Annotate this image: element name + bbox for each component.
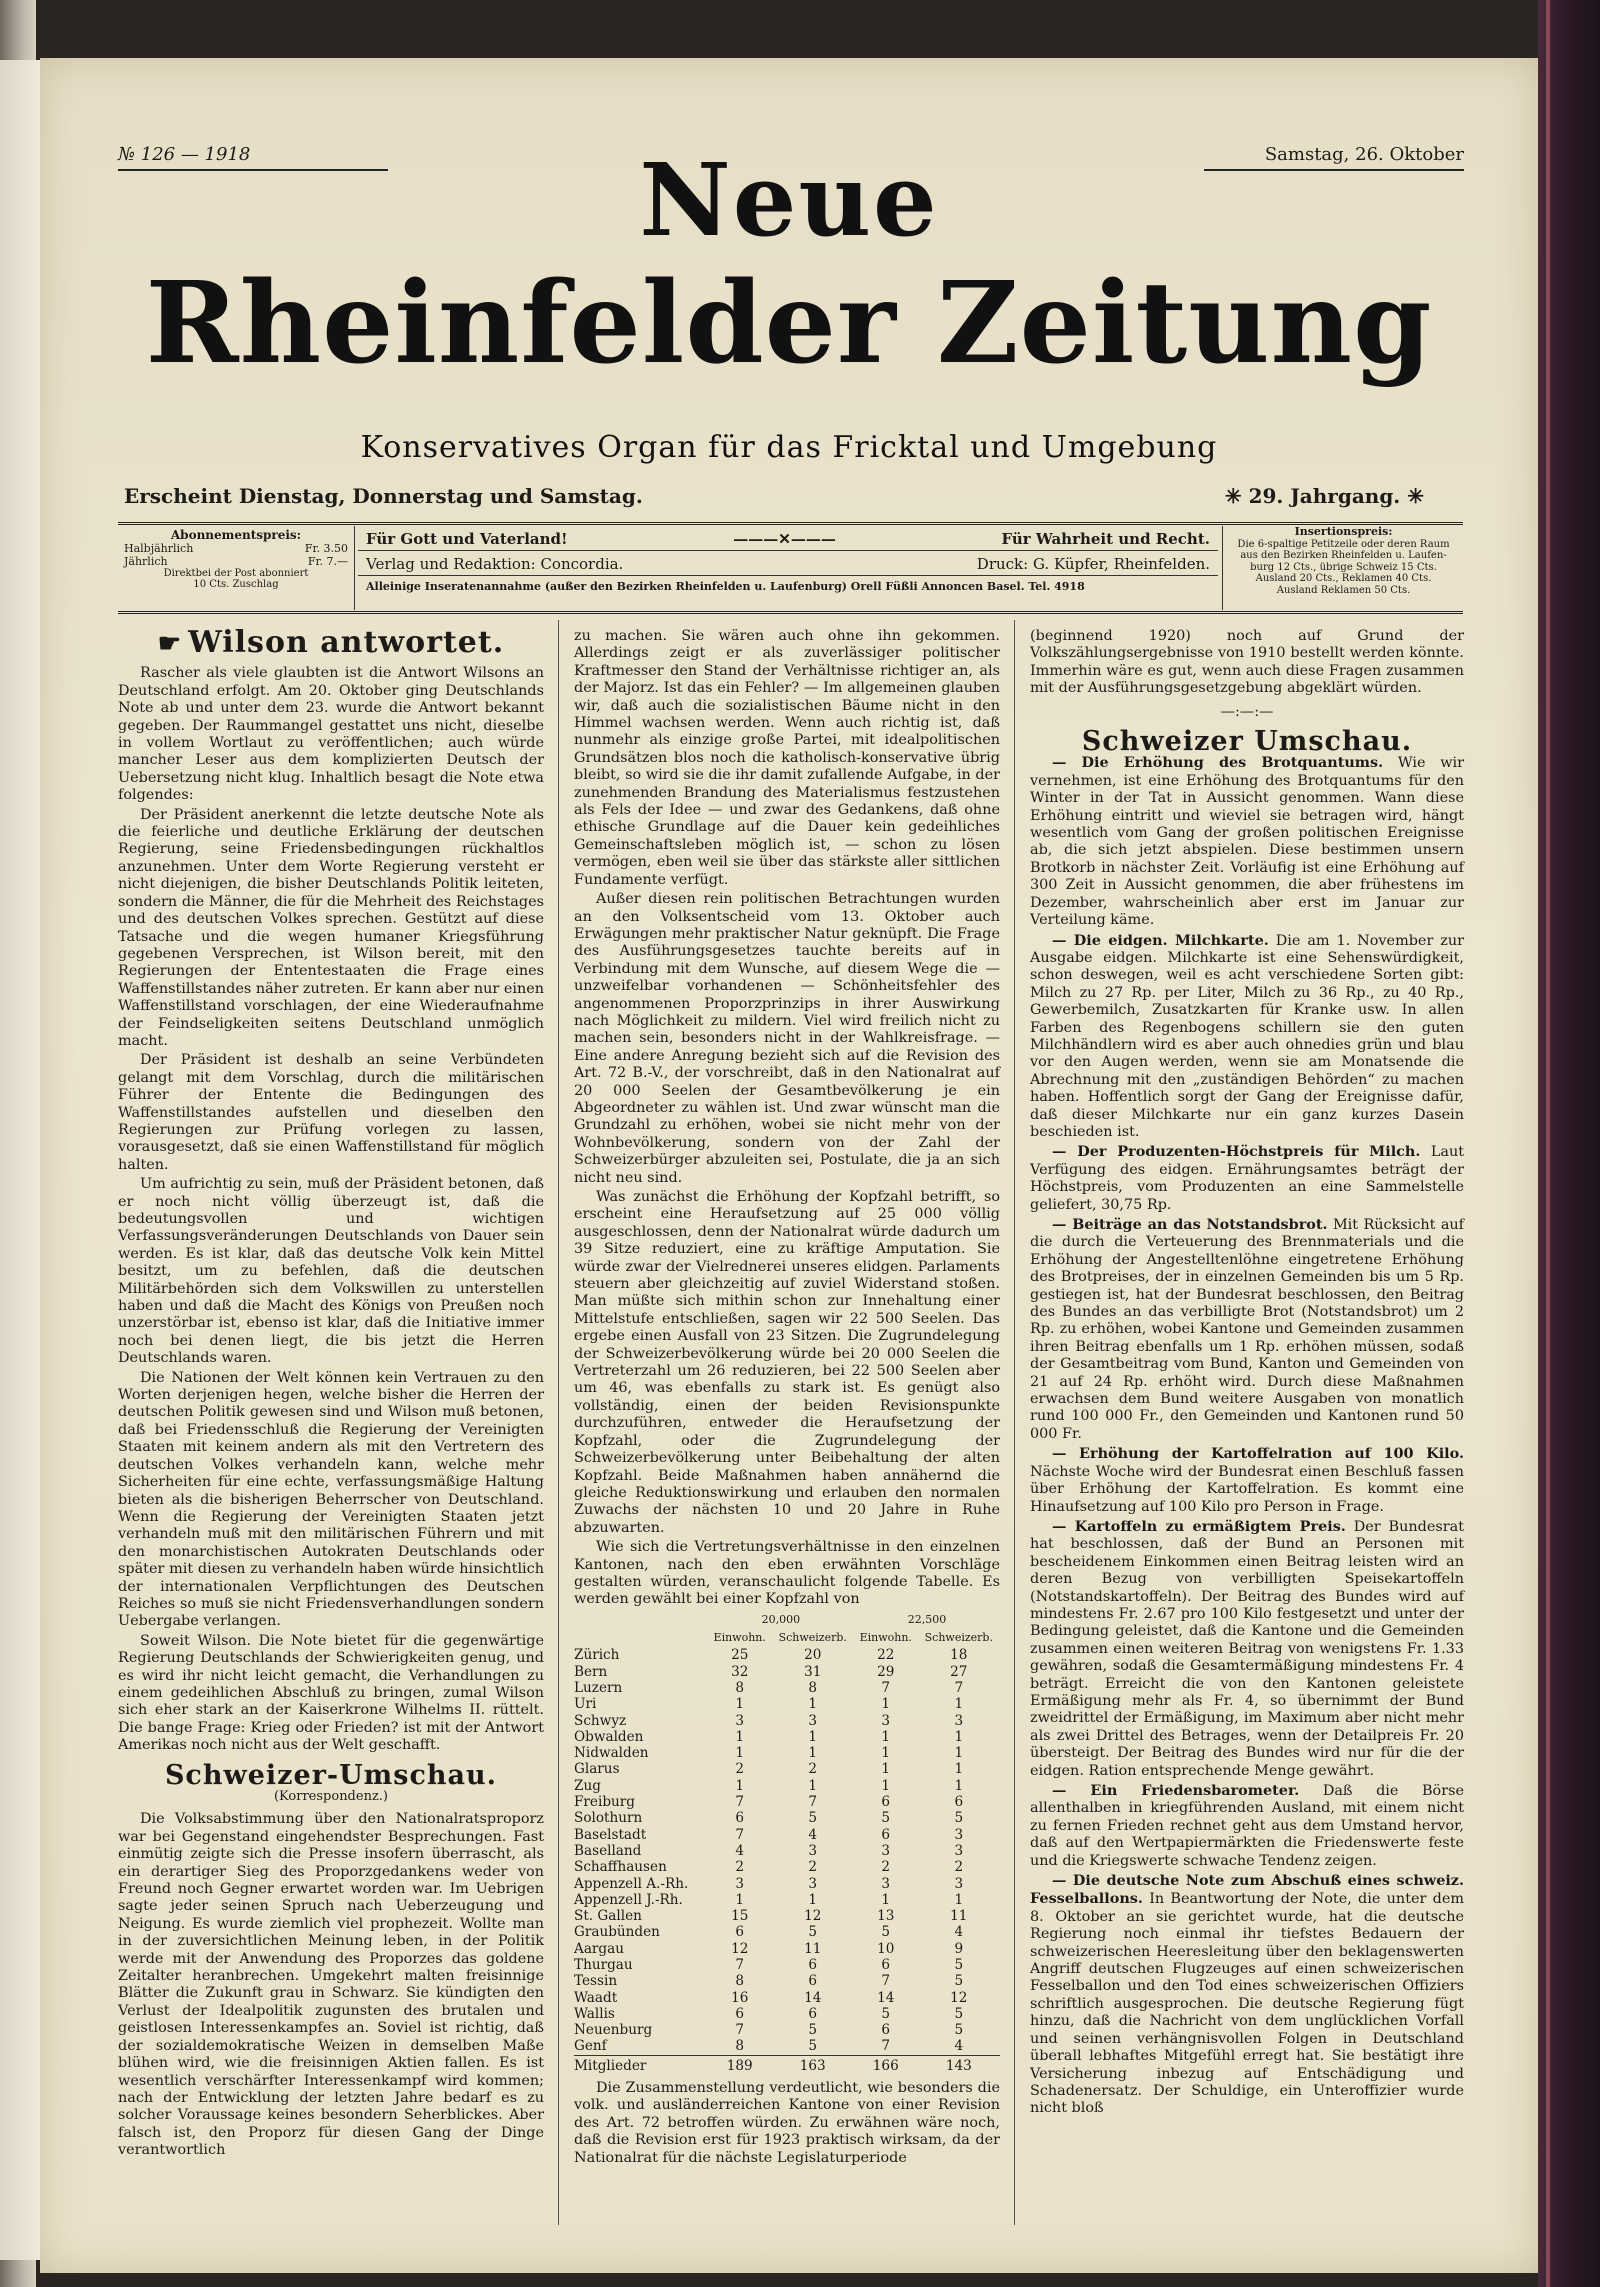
- table-cell: Zürich: [574, 1647, 620, 1664]
- book-spine: [1538, 0, 1600, 2287]
- subscription-value: Fr. 3.50: [304, 542, 348, 555]
- table-cell: 8: [735, 1973, 745, 1990]
- table-cell: 1: [954, 1696, 964, 1713]
- table-cell: Nidwalden: [574, 1745, 649, 1762]
- table-row: [574, 1810, 1000, 1826]
- table-row: [574, 1990, 1000, 2006]
- publisher-row: [358, 551, 1218, 576]
- table-cell: Glarus: [574, 1761, 620, 1778]
- table-cell: 1: [954, 1777, 964, 1794]
- table-cell: 1: [954, 1745, 964, 1762]
- table-cell: 7: [735, 2022, 745, 2039]
- table-cell: Bern: [574, 1663, 608, 1680]
- table-cell: 12: [950, 1989, 968, 2006]
- table-cell: Appenzell A.-Rh.: [574, 1875, 689, 1892]
- news-item: [1030, 1143, 1464, 1214]
- table-cell: 2: [808, 1761, 818, 1778]
- subtitle: Konservatives Organ für das Fricktal und Umgebung: [360, 430, 1218, 465]
- table-row: [574, 1941, 1000, 1957]
- printer: Druck: G. Küpfer, Rheinfelden.: [976, 555, 1210, 573]
- table-cell: 20: [804, 1647, 822, 1664]
- table-row: [574, 1680, 1000, 1696]
- table-cell: 14: [804, 1989, 822, 2006]
- table-cell: Freiburg: [574, 1794, 635, 1811]
- table-cell: 5: [954, 2022, 964, 2039]
- table-cell: Aargau: [574, 1940, 624, 1957]
- table-cell: Mitglieder: [574, 2055, 708, 2074]
- table-row: [574, 1827, 1000, 1843]
- table-cell: 6: [735, 2005, 745, 2022]
- table-cell: 12: [804, 1908, 822, 1925]
- table-row: [574, 1924, 1000, 1940]
- table-cell: 1: [735, 1728, 745, 1745]
- table-cell: Wallis: [574, 2005, 615, 2022]
- table-cell: 13: [877, 1908, 895, 1925]
- news-item-text: Wie wir vernehmen, ist eine Erhöhung des Brotquantums für den Winter in der Tat in Aussicht genommen. Wann diese Erhöhung eintritt und wieviel sie betragen wird, hängt wesentlich vom Gang der großen politischen Ereignisse ab, die sich jetzt abspielen. Diese bestimmen unsern Brotkorb in nächster Zeit. Vorläufig ist eine Erhöhung auf 300 Zeit in Aussicht genommen, die aber frühestens im Dezember, wahrscheinlich aber erst im Januar zur Verteilung käme.: [1030, 755, 1465, 929]
- table-cell: Schaffhausen: [574, 1859, 667, 1876]
- news-item-text: Nächste Woche wird der Bundesrat einen Beschluß fassen über Erhöhung der Kartoffelration. Es kommt eine Hinaufsetzung auf 100 Kilo pro Person in Frage.: [1030, 1463, 1464, 1515]
- paragraph: Was zunächst die Erhöhung der Kopfzahl betrifft, so erscheint eine Heraufsetzung auf 25 000 völlig ausgeschlossen, denn der Nationalrat würde dadurch um 39 Sitze reduziert, eine zu kräftige Amputation. Sie würde zwar der Vielrednerei unseres elidgen. Parlaments steuern aber gleichzeitig auf zuviel Widerstand stoßen. Man müßte sich mithin schon zur Innehaltung einer Mittelstufe entschließen, sagen wir 22 500 Seelen. Das ergebe einen Ausfall von 23 Sitzen. Die Zugrundelegung der Schweizerbevölkerung würde bei 20 000 Seelen die Vertreterzahl um 26 reduzieren, bei 22 500 Seelen aber um 46, was ebenfalls zu stark ist. Es genügt also vollständig, einen der beiden Revisionspunkte durchzuführen, entweder die Heraufsetzung der Kopfzahl, oder die Zugrundelegung der Schweizerbevölkerung unter Beibehaltung der alten Kopfzahl. Beide Maßnahmen haben annähernd die gleiche Reduktionswirkung und erlauben den normalen Zuwachs der nächsten 10 und 20 Jahre in Ruhe abzuwarten.: [574, 1189, 1000, 1536]
- table-cell: 6: [735, 1810, 745, 1827]
- table-cell: 8: [735, 1679, 745, 1696]
- table-cell: 143: [918, 2055, 1000, 2074]
- table-cell: 1: [808, 1728, 818, 1745]
- paragraph: Wie sich die Vertretungsverhältnisse in den einzelnen Kantonen, nach den eben erwähnten Vorschläge gestalten würden, veranschaulicht folgende Tabelle. Es werden gewählt bei einer Kopfzahl von: [574, 1539, 1000, 1608]
- news-item-lead: — Die deutsche Note zum Abschuß eines schweiz. Fesselballons.: [1030, 1872, 1464, 1908]
- insertion-line: Die 6-spaltige Petitzeile oder deren Raum: [1237, 538, 1450, 550]
- column-1: [118, 625, 544, 2162]
- table-cell: Obwalden: [574, 1728, 644, 1745]
- table-cell: 5: [881, 1924, 891, 1941]
- table-cell: 3: [881, 1712, 891, 1729]
- table-cell: 25: [731, 1647, 749, 1664]
- table-cell: 11: [950, 1908, 968, 1925]
- ads-line: Alleinige Inseratenannahme (außer den Bezirken Rheinfelden u. Laufenburg) Orell Füßli Annoncen Basel. Tel. 4918: [366, 580, 1085, 593]
- table-cell: 1: [808, 1745, 818, 1762]
- table-cell: 4: [735, 1842, 745, 1859]
- article-headline: Schweizer-Umschau.: [164, 1759, 498, 1791]
- table-body: [574, 1647, 1000, 2055]
- table-cell: 7: [881, 1973, 891, 1990]
- publication-days: Erscheint Dienstag, Donnerstag und Samstag.: [124, 484, 643, 508]
- rule-bottom: [118, 611, 1463, 614]
- table-cell: St. Gallen: [574, 1908, 642, 1925]
- table-cell: Baselstadt: [574, 1826, 647, 1843]
- table-cell: 5: [881, 1810, 891, 1827]
- table-cell: 1: [735, 1891, 745, 1908]
- table-cell: 1: [881, 1696, 891, 1713]
- table-cell: 9: [954, 1940, 964, 1957]
- insertion-box: [1222, 526, 1464, 610]
- table-row: [574, 1745, 1000, 1761]
- table-cell: 5: [881, 2005, 891, 2022]
- table-row: [574, 1908, 1000, 1924]
- news-item: [1030, 1216, 1464, 1443]
- table-row: [574, 1843, 1000, 1859]
- insertion-line: burg 12 Cts., übrige Schweiz 15 Cts.: [1250, 561, 1437, 573]
- table-cell: 1: [954, 1891, 964, 1908]
- paragraph: Die Nationen der Welt können kein Vertrauen zu den Worten derjenigen hegen, welche bisher die Herren der deutschen Politik gewesen sind und Wilson muß betonen, daß bei Friedensschluß die Regierung der Vereinigten Staaten mit keinem andern als mit den Vertretern des deutschen Volkes verhandeln kann, welche mehr Sicherheiten für eine echte, verfassungsmäßige Haltung bieten als die bisherigen Beherrscher von Deutschland. Wenn die Regierung der Vereinigten Staaten jetzt verhandeln muß mit den militärischen Führern und mit den monarchistischen Autokraten Deutschlands oder später mit diesen zu verhandeln haben würde hinsichtlich der internationalen Verpflichtungen des Deutschen Reiches so muß sie nicht Friedensverhandlungen sondern Uebergabe verlangen.: [118, 1369, 544, 1630]
- table-cell: 6: [881, 1826, 891, 1843]
- news-item-text: In Beantwortung der Note, die unter dem 8. Oktober an sie gerichtet wurde, hat die deutsche Regierung noch einmal ihr tiefstes Bedauern der schweizerischen Heeresleitung über den beklagenswerten Angriff deutschen Flugzeuges auf einen schweizerischen Fesselballon und den Tod eines schweizerischen Offiziers schriftlich ausgesprochen. Die deutsche Regierung fügt hinzu, daß die Nachricht von dem unglücklichen Vorfall und seinen verhängnisvollen Folgen in Deutschland überall lebhaftes Mitgefühl erregt hat. Sie bestätigt ihre Versicherung inbezug auf Entschädigung und Schadenersatz. Der Schuldige, ein Unteroffizier wurde nicht bloß: [1030, 1891, 1465, 2117]
- table-group-header: 22,500: [907, 1612, 947, 1626]
- table-cell: 189: [708, 2055, 772, 2074]
- column-3: [1030, 628, 1464, 2120]
- table-cell: Zug: [574, 1777, 601, 1794]
- table-cell: 1: [881, 1761, 891, 1778]
- paragraph: Der Präsident ist deshalb an seine Verbündeten gelangt mit dem Vorschlag, durch die militärischen Führer der Entente die Bedingungen des Waffenstillstandes aufstellen und dieselben den Regierungen zur Prüfung vorlegen zu lassen, vorausgesetzt, daß sie einen Waffenstillstand für möglich halten.: [118, 1052, 544, 1173]
- table-cell: 8: [808, 1679, 818, 1696]
- article-headline: Schweizer Umschau.: [1081, 726, 1413, 758]
- volume-year: ✳ 29. Jahrgang. ✳: [1224, 484, 1424, 508]
- table-row: [574, 1664, 1000, 1680]
- table-row: [574, 1761, 1000, 1777]
- news-item-text: Mit Rücksicht auf die durch die Verteuerung des Brennmaterials und die Erhöhung der Angestelltenlöhne eingetretene Erhöhung des Brotpreises, der in einzelnen Gemeinden bis um 5 Rp. gestiegen ist, hat der Bundesrat beschlossen, den Beitrag des Bundes an das verbilligte Brot (Notstandsbrot) um 2 Rp. zu erhöhen, wobei Kantone und Gemeinden zusammen ihren Beitrag ebenfalls um 1 Rp. erhöhen müssen, sodaß der Gesamtbeitrag vom Bund, Kanton und Gemeinden von 21 auf 24 Rp. erhöht wird. Durch diese Maßnahmen erwachsen dem Bund weitere Ausgaben von monatlich rund 100 000 Fr., den Gemeinden und Kantonen rund 50 000 Fr.: [1030, 1217, 1464, 1442]
- table-col-header: Einwohn.: [859, 1631, 912, 1645]
- table-cell: 5: [954, 1810, 964, 1827]
- news-item-lead: — Kartoffeln zu ermäßigtem Preis.: [1052, 1517, 1346, 1535]
- subscription-box: [118, 526, 355, 610]
- paragraph: Die Volksabstimmung über den Nationalratsproporz war bei Gegenstand eingehendster Besprechungen. Fast einmütig zeigte sich die Presse insofern überrascht, als ein derartiger Sieg des Proporzgedankens weder von Freund noch Gegner erwartet worden war. Im Uebrigen sagte jeder seinen Spruch nach Ueberzeugung und Neigung. Es wurde ziemlich viel prophezeit. Wollte man in der zuversichtlichen Meinung leben, in der Politik werde mit der Anwendung des Proporzes das goldene Zeitalter heranbrechen. Umgekehrt malten freisinnige Blätter die Zukunft grau in Schwarz. Sie kündigten den Verlust der Idealpolitik zugunsten des brutalen und geistlosen Interessenkampfes an. Soviel ist richtig, daß der sozialdemokratische Weizen in demselben Maße blühen wird, wie die freisinnigen Aktien fallen. Es ist wesentlich verschärfter Interessenkampf wird kommen; nach der Entwicklung der letzten Jahre bedarf es zu solcher Voraussage keines besondern Seherblickes. Aber falsch ist, den Proporz für diesen Gang der Dinge verantwortlich: [118, 1811, 544, 2159]
- table-cell: 4: [954, 1924, 964, 1941]
- table-cell: 2: [954, 1859, 964, 1876]
- representation-table: [574, 1611, 1000, 2074]
- table-row: [574, 2038, 1000, 2055]
- insertion-line: Ausland Reklamen 50 Cts.: [1276, 584, 1411, 596]
- paragraph: Die Zusammenstellung verdeutlicht, wie besonders die volk. und ausländerreichen Kantone von einer Revision des Art. 72 betroffen würden. Zu erwähnen wäre noch, daß die Revision erst für 1923 praktisch wirksam, da der Nationalrat für die nächste Legislaturperiode: [574, 2080, 1000, 2166]
- table-cell: 7: [808, 1794, 818, 1811]
- table-cell: 7: [735, 1794, 745, 1811]
- table-cell: 7: [735, 1956, 745, 1973]
- table-row: [574, 1713, 1000, 1729]
- table-cell: 163: [772, 2055, 854, 2074]
- table-cell: 3: [881, 1875, 891, 1892]
- subscription-note: Direktbei der Post abonniert: [163, 568, 309, 579]
- table-row: [574, 1859, 1000, 1875]
- table-row: [574, 1876, 1000, 1892]
- table-cell: Solothurn: [574, 1810, 643, 1827]
- table-cell: 1: [881, 1728, 891, 1745]
- subscription-value: Fr. 7.—: [307, 555, 348, 568]
- paragraph: (beginnend 1920) noch auf Grund der Volkszählungsergebnisse von 1910 bestellt werden könnte. Immerhin wäre es gut, wenn auch diese Fragen zusammen mit der Ausführungsgesetzgebung abgeklärt würden.: [1030, 628, 1464, 697]
- motto-left: Für Gott und Vaterland!: [366, 530, 568, 548]
- news-item-lead: — Die eidgen. Milchkarte.: [1052, 931, 1269, 949]
- divider: —:—:—: [1220, 703, 1274, 720]
- table-cell: 4: [808, 1826, 818, 1843]
- table-cell: 18: [950, 1647, 968, 1664]
- news-item-lead: — Beiträge an das Notstandsbrot.: [1052, 1216, 1328, 1233]
- table-cell: 31: [804, 1663, 822, 1680]
- article-subheading: (Korrespondenz.): [273, 1789, 389, 1804]
- table-cell: Thurgau: [574, 1956, 633, 1973]
- paragraph: Um aufrichtig zu sein, muß der Präsident betonen, daß er noch nicht völlig überzeugt ist, daß die bedeutungsvollen und wichtigen Verfassungsveränderungen Deutschlands von Dauer sein werden. Es ist klar, daß das deutsche Volk kein Mittel besitzt, um zu befehlen, daß die deutschen Militärbehörden sich dem Volkswillen zu unterstellen haben und daß die Macht des Königs von Preußen noch unzerstörbar ist, ebenso ist klar, daß die Initiative immer noch bei denen liegt, die bis jetzt die Herren Deutschlands waren.: [118, 1176, 544, 1367]
- table-col-header: Einwohn.: [713, 1631, 766, 1645]
- table-cell: 7: [735, 1826, 745, 1843]
- table-cell: 14: [877, 1989, 895, 2006]
- news-item-lead: — Die Erhöhung des Brotquantums.: [1052, 754, 1384, 772]
- table-cell: Schwyz: [574, 1712, 627, 1729]
- table-cell: 6: [808, 1956, 818, 1973]
- motto-right: Für Wahrheit und Recht.: [1001, 530, 1210, 548]
- insertion-line: Ausland 20 Cts., Reklamen 40 Cts.: [1255, 573, 1432, 585]
- table-col-header: Schweizerb.: [778, 1631, 847, 1645]
- table-total-row: [574, 2055, 1000, 2074]
- table-cell: 5: [954, 2005, 964, 2022]
- table-cell: 1: [735, 1777, 745, 1794]
- news-item-text: Laut Verfügung des eidgen. Ernährungsamtes beträgt der Höchstpreis, vom Produzenten an eine Sammelstelle geliefert, 30,75 Rp.: [1030, 1144, 1464, 1213]
- motto-row: [358, 526, 1218, 551]
- table-cell: 11: [804, 1940, 822, 1957]
- table-cell: Neuenburg: [574, 2022, 653, 2039]
- table-cell: Baselland: [574, 1842, 642, 1859]
- table-cell: Tessin: [574, 1973, 618, 1990]
- table-cell: 3: [808, 1842, 818, 1859]
- table-row: [574, 1957, 1000, 1973]
- table-cell: 2: [808, 1859, 818, 1876]
- ornament: ———✕———: [733, 530, 836, 548]
- subscription-note: 10 Cts. Zuschlag: [193, 579, 279, 590]
- article-headline: [118, 625, 544, 660]
- table-cell: 3: [808, 1712, 818, 1729]
- publisher: Verlag und Redaktion: Concordia.: [366, 555, 624, 573]
- table-row: [574, 1696, 1000, 1712]
- table-cell: Genf: [574, 2038, 607, 2055]
- subscription-row: [118, 542, 354, 555]
- paragraph: Außer diesen rein politischen Betrachtungen wurden an den Volksentscheid vom 13. Oktober auch Erwägungen mehr praktischer Natur geknüpft. Die Frage des Ausführungsgesetzes tauchte bereits auf in Verbindung mit dem Wunsche, auf diesem Wege die — unzweifelbar vorhandenen — Schönheitsfehler des angenommenen Proporzprinzips in ihrer Auswirkung nach Möglichkeit zu mildern. Viel wird freilich nicht zu machen sein, besonders nicht in der Wahlkreisfrage. — Eine andere Anregung bezieht sich auf die Revision des Art. 72 B.-V., der vorschreibt, daß in den Nationalrat auf 20 000 Seelen der Gesamtbevölkerung je ein Abgeordneter zu wählen ist. Und zwar wünscht man die Grundzahl zu erhöhen, wobei sie nicht mehr von der Wohnbevölkerung, sondern von der Zahl der Schweizerbürger abzuleiten sei, Postulate, die ja an sich nicht neu sind.: [574, 891, 1000, 1186]
- table-cell: Waadt: [574, 1989, 618, 2006]
- table-cell: 3: [954, 1826, 964, 1843]
- table-cell: 4: [954, 2038, 964, 2055]
- news-item: [1030, 1782, 1464, 1870]
- table-cell: 6: [808, 2005, 818, 2022]
- table-cell: 3: [735, 1712, 745, 1729]
- news-item-lead: — Der Produzenten-Höchstpreis für Milch.: [1052, 1143, 1421, 1161]
- headline-text: Wilson antwortet.: [188, 625, 505, 660]
- table-cell: 7: [954, 1679, 964, 1696]
- paragraph: Rascher als viele glaubten ist die Antwort Wilsons an Deutschland erfolgt. Am 20. Oktober ging Deutschlands Note ab und unter dem 23. wurde die Antwort bekannt gegeben. Der Raummangel gestattet uns nicht, dieselbe in vollem Wortlaut zu veröffentlichen; auch würde mancher Leser aus dem komplizierten Deutsch der Uebersetzung nicht klug. Inhaltlich besagt die Note etwa folgendes:: [118, 665, 544, 804]
- table-cell: 8: [735, 2038, 745, 2055]
- table-cell: 1: [954, 1761, 964, 1778]
- news-item: [1030, 932, 1464, 1142]
- table-cell: 1: [808, 1891, 818, 1908]
- info-bar: [118, 526, 1463, 610]
- insertion-line: aus den Bezirken Rheinfelden u. Laufen-: [1240, 550, 1447, 562]
- news-item: [1030, 754, 1464, 929]
- table-cell: 1: [881, 1891, 891, 1908]
- table-row: [574, 1973, 1000, 1989]
- table-cell: 2: [735, 1761, 745, 1778]
- table-cell: 29: [877, 1663, 895, 1680]
- table-cell: 6: [808, 1973, 818, 1990]
- table-cell: 1: [808, 1777, 818, 1794]
- table-cell: 5: [808, 1810, 818, 1827]
- table-cell: 7: [881, 1679, 891, 1696]
- news-item: [1030, 1872, 1464, 2118]
- table-cell: 3: [881, 1842, 891, 1859]
- table-cell: 5: [954, 1956, 964, 1973]
- table-cell: 1: [954, 1728, 964, 1745]
- table-cell: 27: [950, 1663, 968, 1680]
- news-item: [1030, 1518, 1464, 1780]
- newspaper-page: [40, 58, 1538, 2273]
- table-cell: 32: [731, 1663, 749, 1680]
- title-neue: Neue: [639, 141, 939, 259]
- table-cell: 3: [954, 1712, 964, 1729]
- table-cell: 5: [808, 2038, 818, 2055]
- table-row: [574, 1778, 1000, 1794]
- table-cell: 1: [735, 1696, 745, 1713]
- subscription-heading: Abonnementspreis:: [170, 528, 302, 542]
- news-item-lead: — Erhöhung der Kartoffelration auf 100 Kilo.: [1052, 1445, 1464, 1463]
- table-row: [574, 1794, 1000, 1810]
- table-cell: 7: [881, 2038, 891, 2055]
- title-main: Rheinfelder Zeitung: [145, 258, 1433, 389]
- column-rule: [1014, 620, 1015, 2225]
- table-cell: 1: [735, 1745, 745, 1762]
- paragraph: zu machen. Sie wären auch ohne ihn gekommen. Allerdings zeigt er als zuverlässiger politischer Kraftmesser den Stand der Verhältnisse richtiger an, als der Majorz. Ist das ein Fehler? — Im allgemeinen glauben wir, daß auch die sozialistischen Bäume nicht in den Himmel wachsen werden. Wenn auch richtig ist, daß nunmehr als einzige große Partei, mit idealpolitischen Grundsätzen blos noch die katholisch-konservative übrig bleibt, so wird sie die ihr damit zufallende Aufgabe, in der zunehmenden Brandung des Materialismus festzustehen als Fels der Idee — und zwar des Gedankens, daß ohne ethische Grundlage auf die Dauer kein gedeihliches Gemeinschaftsleben möglich ist, — schon zu lösen vermögen, eben weil sie über das stärkste aller sittlichen Fundamente verfügt.: [574, 628, 1000, 888]
- table-cell: 10: [877, 1940, 895, 1957]
- paragraph: Der Präsident anerkennt die letzte deutsche Note als die feierliche und deutliche Erklärung der deutschen Regierung, seine Friedensbedingungen rückhaltlos anzunehmen. Unter dem Worte Regierung versteht er nicht diejenigen, die bisher Deutschlands Politik leiteten, sondern die Männer, die für die Mehrheit des Reichstages und des deutschen Volkes sprechen. Gestützt auf diese Tatsache und die wegen humaner Kriegsführung gegebenen Versprechen, ist Wilson bereit, mit den Regierungen der Ententestaaten die Frage eines Waffenstillstandes näher zutreten. Er kann aber nur einen Waffenstillstand vorschlagen, der eine Wiederaufnahme der Feindseligkeiten seitens Deutschland unmöglich macht.: [118, 806, 544, 1049]
- table-cell: 16: [731, 1989, 749, 2006]
- table-cell: 1: [881, 1745, 891, 1762]
- rule-top: [118, 522, 1463, 525]
- table-cell: 6: [881, 1956, 891, 1973]
- column-rule: [558, 620, 559, 2225]
- news-item-text: Daß die Börse allenthalben in kriegführenden Ausland, mit einem nicht zu fernen Frieden rechnet geht aus dem Umstand hervor, daß auf den Wertpapiermärkten die Friedenswerte feste und die Kriegswerte schwache Tendenz zeigen.: [1030, 1783, 1464, 1869]
- table-cell: 3: [954, 1842, 964, 1859]
- column-2: [574, 628, 1000, 2169]
- table-cell: 5: [808, 1924, 818, 1941]
- table-cell: Luzern: [574, 1679, 623, 1696]
- left-page-edge: [0, 60, 41, 2260]
- table-row: [574, 2022, 1000, 2038]
- issue-number: № 126 — 1918: [118, 144, 388, 171]
- table-cell: 5: [808, 2022, 818, 2039]
- news-item: [1030, 1445, 1464, 1516]
- news-item-lead: — Ein Friedensbarometer.: [1052, 1782, 1300, 1799]
- table-row: [574, 1729, 1000, 1745]
- table-cell: Appenzell J.-Rh.: [574, 1891, 683, 1908]
- table-group-header: 20,000: [761, 1612, 801, 1626]
- news-items: [1030, 754, 1464, 2117]
- pointing-hand-icon: ☛: [157, 629, 183, 659]
- subscription-row: [118, 555, 354, 568]
- table-cell: 15: [731, 1908, 749, 1925]
- paragraph: Soweit Wilson. Die Note bietet für die gegenwärtige Regierung Deutschlands der Schwierigkeiten genug, und es wird ihr nicht leicht gemacht, die Verhandlungen zu einem gedeihlichen Abschluß zu bringen, zumal Wilson sich eher stark an der Kaiserkrone Wilhelms II. rüttelt. Die bange Frage: Krieg oder Frieden? ist mit der Antwort Amerikas noch nicht aus der Welt geschafft.: [118, 1632, 544, 1754]
- table-row: [574, 2006, 1000, 2022]
- table-cell: 1: [808, 1696, 818, 1713]
- table-cell: 6: [881, 2022, 891, 2039]
- issue-date: Samstag, 26. Oktober: [1204, 144, 1464, 171]
- table-cell: Graubünden: [574, 1924, 660, 1941]
- subscription-label: Jährlich: [124, 555, 168, 568]
- table-cell: 166: [854, 2055, 918, 2074]
- table-cell: 3: [735, 1875, 745, 1892]
- table-cell: 3: [954, 1875, 964, 1892]
- table-cell: 1: [881, 1777, 891, 1794]
- insertion-heading: Insertionspreis:: [1294, 525, 1393, 538]
- table-col-header: Schweizerb.: [924, 1631, 993, 1645]
- table-row: [574, 1892, 1000, 1908]
- table-cell: 2: [735, 1859, 745, 1876]
- table-cell: 5: [954, 1973, 964, 1990]
- table-cell: 22: [877, 1647, 895, 1664]
- table-row: [574, 1647, 1000, 1663]
- table-cell: Uri: [574, 1696, 597, 1713]
- news-item-text: Der Bundesrat hat beschlossen, daß der Bund an Personen mit bescheidenem Einkommen einen Beitrag leisten wird an deren Bezug von verbilligten Speisekartoffeln (Notstandskartoffeln). Der Beitrag des Bundes wird auf mindestens Fr. 2.67 pro 100 Kilo festgesetzt und unter der Bedingung geleistet, daß die Kantone und die Gemeinden zusammen einen weiteren Beitrag von wenigstens Fr. 1.33 gewähren, sodaß die Gesamtermäßigung mindestens Fr. 4 beträgt. Erreicht die von den Kantonen geleistete Ermäßigung mehr als Fr. 4, so übernimmt der Bund zweidrittel der Ermäßigung, im Maximum aber nicht mehr als zwei Drittel des Betrages, wenn der Detailpreis Fr. 20 übersteigt. Der Beitrag des Bundes wird nur für die der eidgen. Ration entsprechende Menge gewährt.: [1030, 1518, 1464, 1779]
- table-cell: 3: [808, 1875, 818, 1892]
- table-cell: 6: [954, 1794, 964, 1811]
- table-cell: 6: [881, 1794, 891, 1811]
- masthead-bar: [358, 526, 1218, 610]
- subscription-label: Halbjährlich: [124, 542, 194, 555]
- table-cell: 12: [731, 1940, 749, 1957]
- table-cell: 6: [735, 1924, 745, 1941]
- table-cell: 2: [881, 1859, 891, 1876]
- news-item-text: Die am 1. November zur Ausgabe eidgen. Milchkarte ist eine Sehenswürdigkeit, schon deswegen, weil es acht verschiedene Sorten gibt: Milch zu 27 Rp. per Liter, Milch zu 36 Rp., zu 40 Rp., Gewerbemilch, Zusatzkarten für Kranke usw. In allen Farben des Regenbogens schillern sie den guten Milchhändlern wird es aber auch ohnedies grün und blau vor den Augen werden, wenn sie am Monatsende die Abrechnung mit den „zuständigen Behörden“ zu machen haben. Hoffentlich sorgt der Gang der Ereignisse dafür, daß dieser Milchkarte nur ein ganz kurzes Dasein beschieden ist.: [1030, 932, 1464, 1140]
